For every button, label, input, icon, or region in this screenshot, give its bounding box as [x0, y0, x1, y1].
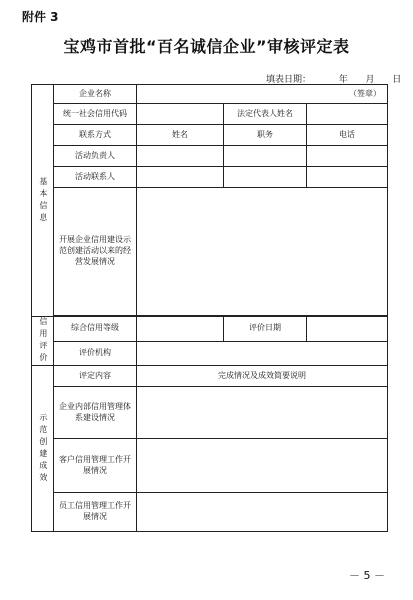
activity-contact-name-field[interactable] — [137, 167, 224, 188]
activity-contact-phone-field[interactable] — [307, 167, 388, 188]
row-employee-credit — [32, 493, 388, 532]
row-contact-header — [32, 125, 388, 146]
activity-lead-position-field[interactable] — [224, 146, 307, 167]
row-overview — [32, 188, 388, 316]
explanation-header: 完成情况及成效简要说明 — [137, 366, 388, 387]
position-column-label: 职务 — [224, 125, 307, 146]
credit-code-field[interactable] — [137, 104, 224, 125]
name-column-label: 姓名 — [137, 125, 224, 146]
legal-rep-field[interactable] — [307, 104, 388, 125]
internal-credit-label: 企业内部信用管理体系建设情况 — [54, 387, 137, 439]
section-credit-evaluation: 信用评价 — [32, 317, 54, 366]
company-name-field[interactable] — [137, 85, 388, 104]
seal-note: （签章） — [349, 88, 382, 98]
contact-method-label: 联系方式 — [54, 125, 137, 146]
attachment-label: 附件 3 — [22, 10, 59, 24]
eval-org-label: 评价机构 — [54, 341, 137, 366]
activity-contact-position-field[interactable] — [224, 167, 307, 188]
overview-label: 开展企业信用建设示范创建活动以来的经营发展情况 — [54, 188, 137, 316]
page-number: － 5 － — [349, 569, 385, 582]
fill-date-label: 填表日期： — [266, 75, 312, 85]
customer-credit-field[interactable] — [137, 439, 388, 493]
activity-lead-label: 活动负责人 — [54, 146, 137, 167]
row-activity-contact — [32, 167, 388, 188]
legal-rep-label: 法定代表人姓名 — [224, 104, 307, 125]
section-basic-info: 基本信息 — [32, 85, 54, 317]
row-customer-credit — [32, 439, 388, 493]
section-demo-results: 示范创建成效 — [32, 366, 54, 532]
eval-content-label: 评定内容 — [54, 366, 137, 387]
row-credit-grade — [32, 317, 388, 342]
fill-date-month: 月 — [365, 75, 375, 85]
eval-org-field[interactable] — [137, 341, 388, 366]
row-company-name — [32, 85, 388, 104]
company-name-label: 企业名称 — [54, 85, 137, 104]
row-eval-org — [32, 341, 388, 366]
credit-grade-field[interactable] — [137, 317, 224, 342]
row-activity-lead — [32, 146, 388, 167]
phone-column-label: 电话 — [307, 125, 388, 146]
fill-date-year: 年 — [338, 75, 348, 85]
activity-lead-phone-field[interactable] — [307, 146, 388, 167]
credit-code-label: 统一社会信用代码 — [54, 104, 137, 125]
form-title: 宝鸡市首批“百名诚信企业”审核评定表 — [63, 37, 350, 56]
row-credit-code — [32, 104, 388, 125]
internal-credit-field[interactable] — [137, 387, 388, 439]
row-demo-header — [32, 366, 388, 387]
eval-date-label: 评价日期 — [224, 317, 307, 342]
credit-grade-label: 综合信用等级 — [54, 317, 137, 342]
activity-lead-name-field[interactable] — [137, 146, 224, 167]
eval-date-field[interactable] — [307, 317, 388, 342]
evaluation-table — [31, 84, 388, 532]
customer-credit-label: 客户信用管理工作开展情况 — [54, 439, 137, 493]
activity-contact-label: 活动联系人 — [54, 167, 137, 188]
employee-credit-field[interactable] — [137, 493, 388, 532]
row-internal-credit — [32, 387, 388, 439]
overview-field[interactable] — [137, 188, 388, 316]
fill-date-day: 日 — [392, 75, 402, 85]
employee-credit-label: 员工信用管理工作开展情况 — [54, 493, 137, 532]
